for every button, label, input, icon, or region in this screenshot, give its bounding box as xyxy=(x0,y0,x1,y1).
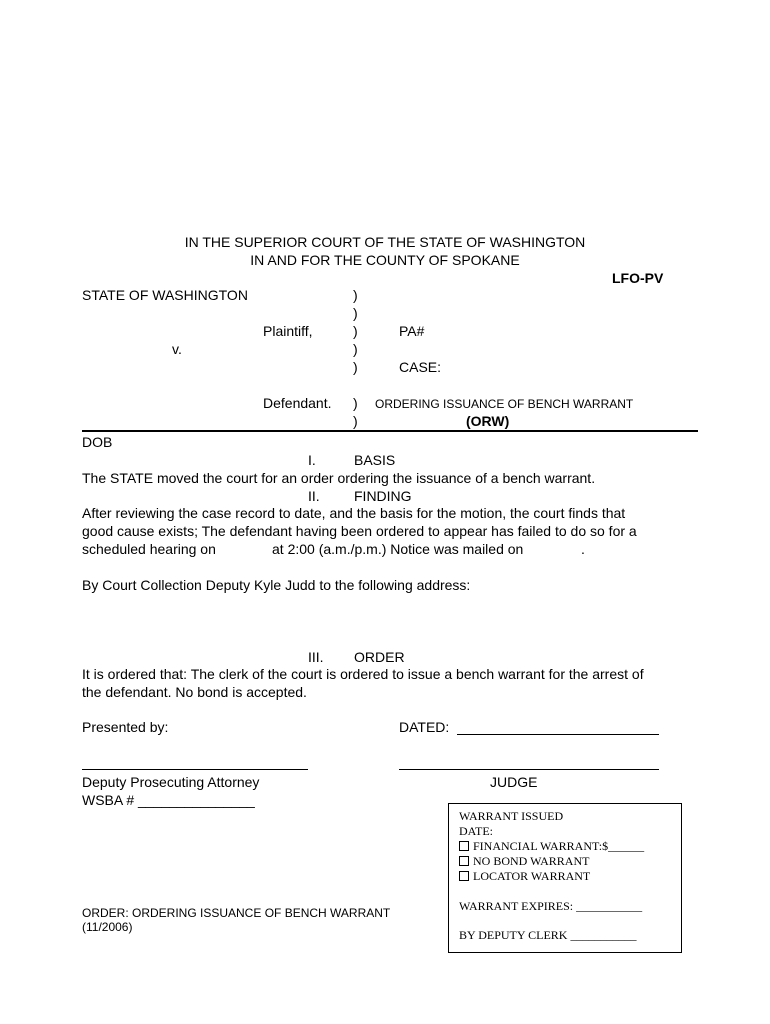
no-bond-warrant-label: NO BOND WARRANT xyxy=(473,854,590,868)
finding-text-line: After reviewing the case record to date, and the basis for the motion, the court finds that xyxy=(82,505,626,521)
footer-form-title: ORDER: ORDERING ISSUANCE OF BENCH WARRANT xyxy=(82,906,391,920)
locator-warrant-option[interactable] xyxy=(459,869,590,884)
deputy-clerk-field: BY DEPUTY CLERK ___________ xyxy=(459,928,637,942)
finding-hearing-label: scheduled hearing on xyxy=(82,541,216,557)
prosecutor-signature-line[interactable] xyxy=(82,769,308,770)
checkbox-icon[interactable] xyxy=(459,841,469,851)
court-name-line1: IN THE SUPERIOR COURT OF THE STATE OF WASHINGTON xyxy=(184,234,586,250)
warrant-issued-label: WARRANT ISSUED xyxy=(459,809,564,823)
caption-paren: ) xyxy=(353,413,358,429)
defendant-label: Defendant. xyxy=(263,395,332,411)
finding-number: II. xyxy=(308,488,320,504)
caption-paren: ) xyxy=(353,305,358,321)
order-text-line: the defendant. No bond is accepted. xyxy=(82,684,307,700)
order-text-line: It is ordered that: The clerk of the court is ordered to issue a bench warrant for the arrest of xyxy=(82,666,644,682)
plaintiff-label: Plaintiff, xyxy=(263,323,313,339)
judge-signature-line[interactable] xyxy=(399,769,659,770)
no-bond-warrant-option[interactable] xyxy=(459,854,589,869)
document-title: ORDERING ISSUANCE OF BENCH WARRANT xyxy=(375,397,634,411)
caption-paren: ) xyxy=(353,359,358,375)
case-number-label: CASE: xyxy=(399,359,442,375)
finding-time-text: at 2:00 (a.m./p.m.) Notice was mailed on xyxy=(272,541,524,557)
basis-number: I. xyxy=(308,452,316,468)
warrant-expires-field: WARRANT EXPIRES: ___________ xyxy=(459,899,643,913)
basis-text: The STATE moved the court for an order ordering the issuance of a bench warrant. xyxy=(82,470,596,486)
order-heading: ORDER xyxy=(354,649,405,665)
financial-warrant-option[interactable] xyxy=(459,839,644,854)
finding-period: . xyxy=(581,541,585,557)
dated-line[interactable] xyxy=(457,734,659,735)
court-name-line2: IN AND FOR THE COUNTY OF SPOKANE xyxy=(250,252,520,268)
dated-label: DATED: xyxy=(399,719,450,735)
document-code: (ORW) xyxy=(466,413,510,429)
caption-divider xyxy=(82,430,698,432)
plaintiff-name: STATE OF WASHINGTON xyxy=(82,287,248,303)
finding-text-line: good cause exists; The defendant having been ordered to appear has failed to do so for a xyxy=(82,523,637,539)
caption-paren: ) xyxy=(353,395,358,411)
caption-paren: ) xyxy=(353,323,358,339)
footer-revision: (11/2006) xyxy=(82,920,133,934)
form-code: LFO-PV xyxy=(612,270,664,286)
warrant-date-label: DATE: xyxy=(459,824,493,838)
deputy-address-line: By Court Collection Deputy Kyle Judd to the following address: xyxy=(82,577,471,593)
financial-warrant-label: FINANCIAL WARRANT:$______ xyxy=(473,839,645,853)
checkbox-icon[interactable] xyxy=(459,856,469,866)
checkbox-icon[interactable] xyxy=(459,871,469,881)
judge-label: JUDGE xyxy=(490,774,538,790)
warrant-issued-box xyxy=(448,803,682,953)
caption-paren: ) xyxy=(353,341,358,357)
finding-heading: FINDING xyxy=(354,488,412,504)
deputy-prosecutor-label: Deputy Prosecuting Attorney xyxy=(82,774,260,790)
locator-warrant-label: LOCATOR WARRANT xyxy=(473,869,591,883)
dob-label: DOB xyxy=(82,434,113,450)
wsba-number-field: WSBA # _______________ xyxy=(82,792,255,808)
presented-by-label: Presented by: xyxy=(82,719,169,735)
pa-number-label: PA# xyxy=(399,323,425,339)
versus-label: v. xyxy=(172,341,182,357)
caption-paren: ) xyxy=(353,287,358,303)
order-number: III. xyxy=(308,649,324,665)
basis-heading: BASIS xyxy=(354,452,396,468)
